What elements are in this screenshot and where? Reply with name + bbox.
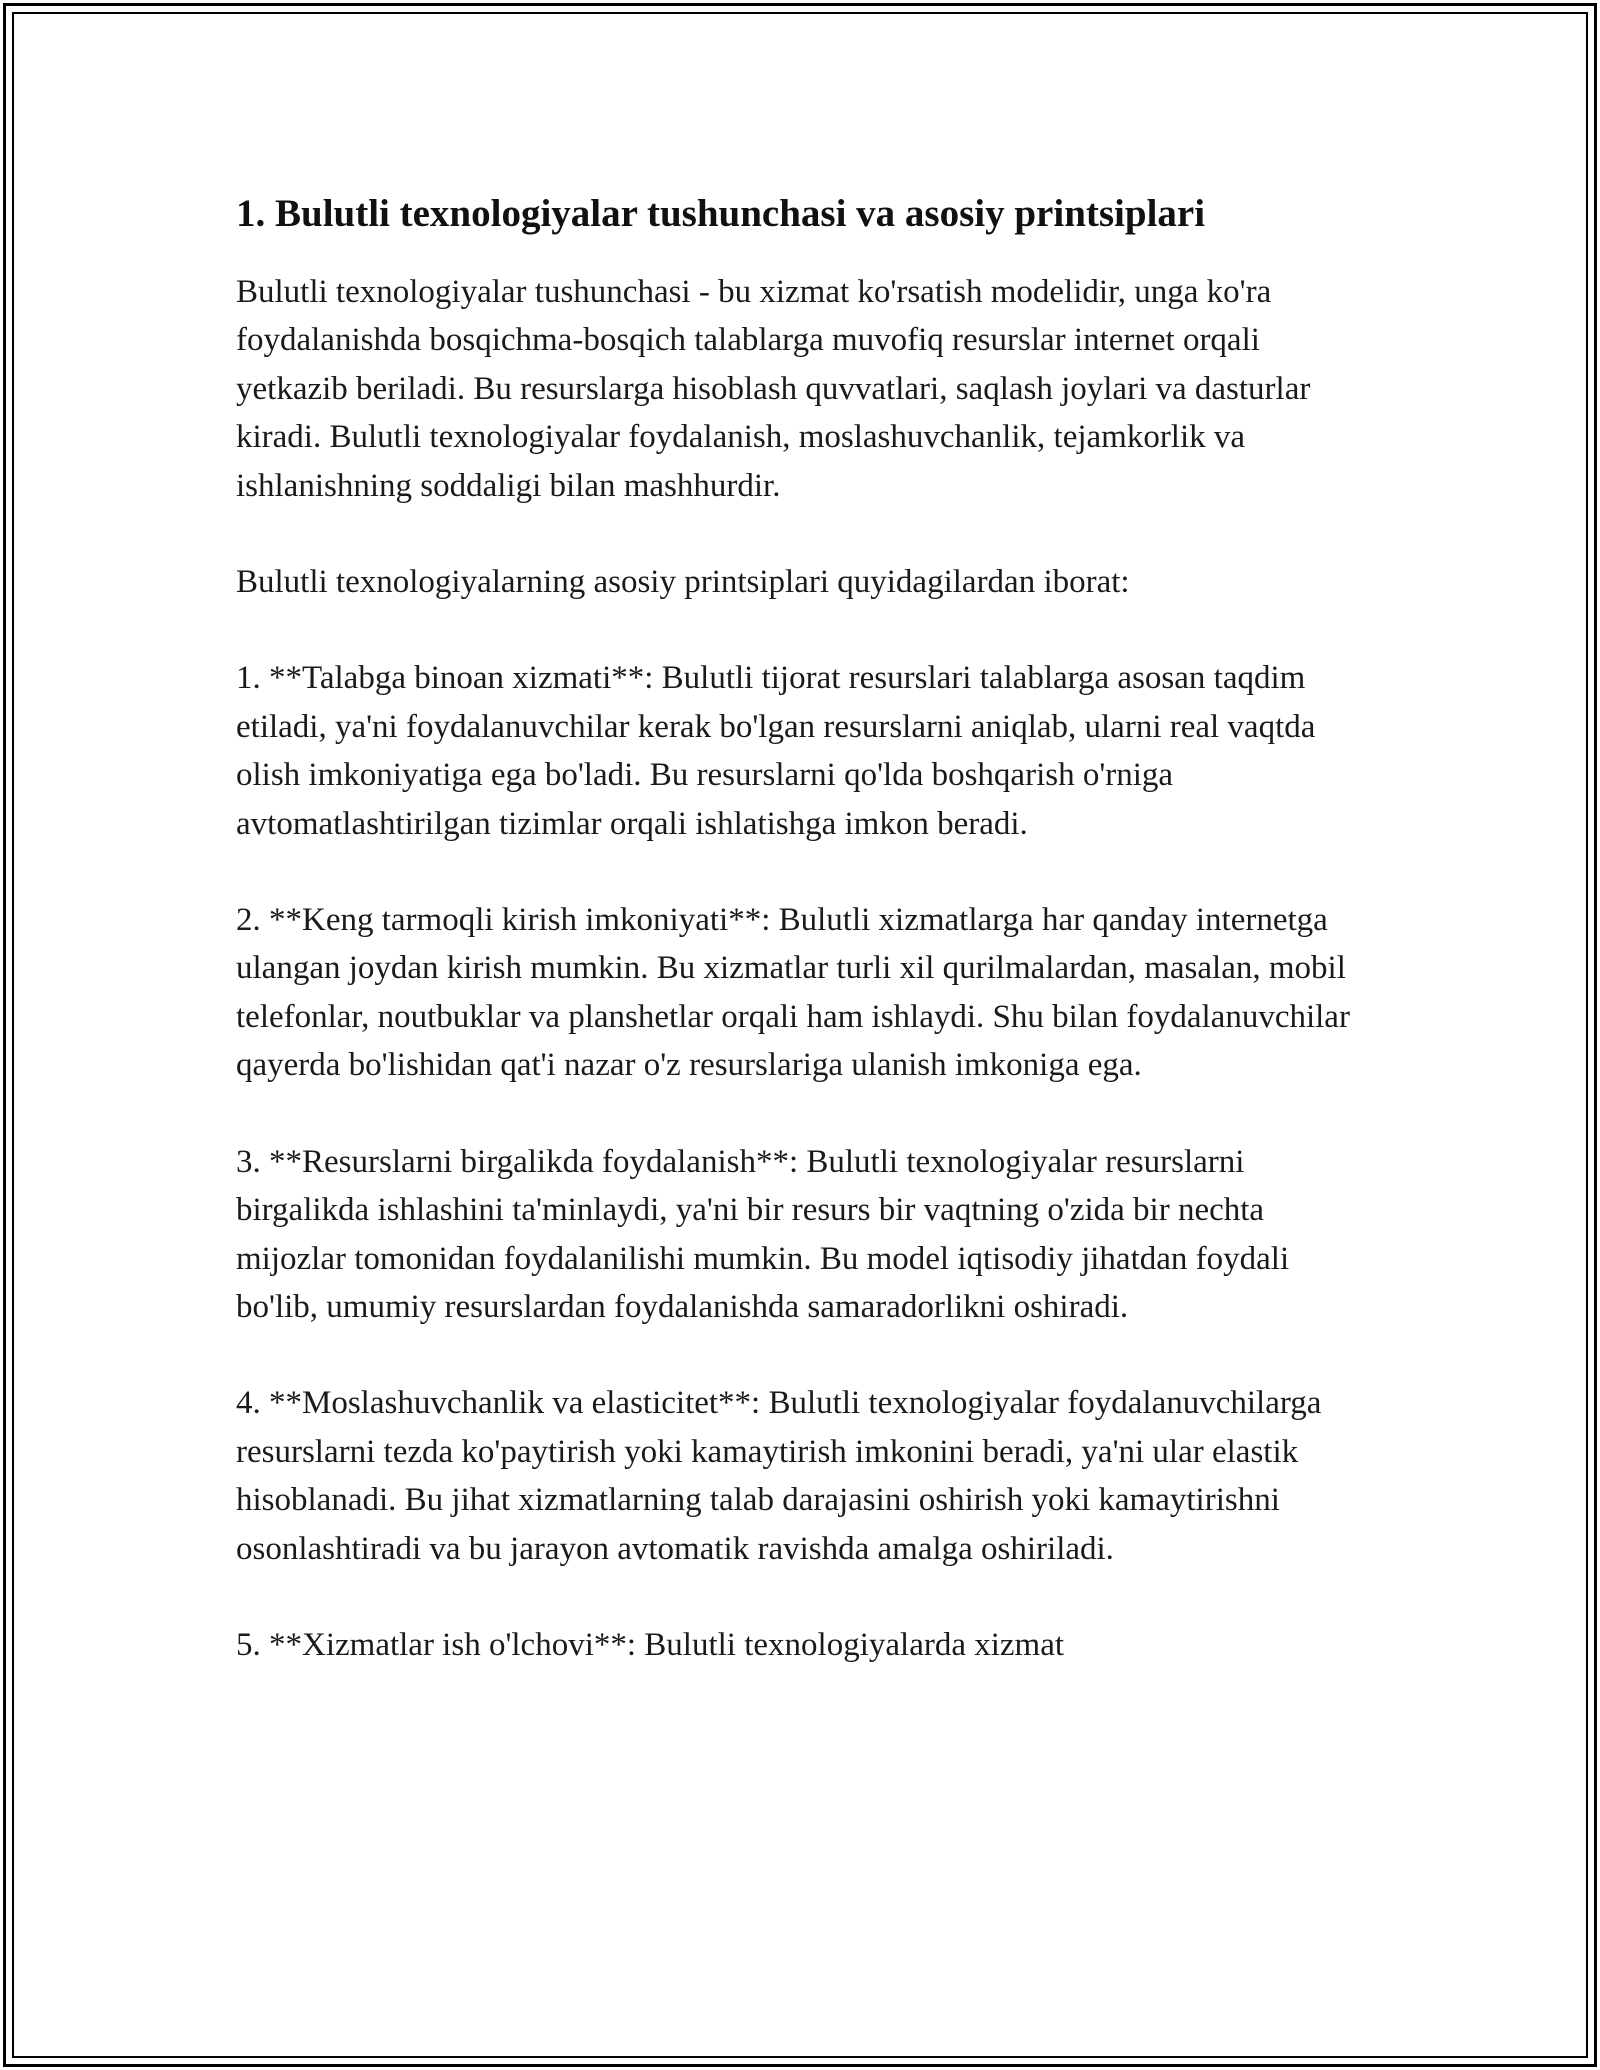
principle-item-1: 1. **Talabga binoan xizmati**: Bulutli tijorat resurslari talablarga asosan taqdim etiladi, ya'ni foydalanuvchilar kerak bo'lgan resurslarni aniqlab, ularni real vaqtda olish imkoniyatiga ega bo'ladi. Bu resurslarni qo'lda boshqarish o'rniga avtomatlashtirilgan tizimlar orqali ishlatishga imkon beradi. bbox=[236, 660, 1316, 842]
principle-item-4: 4. **Moslashuvchanlik va elasticitet**: Bulutli texnologiyalar foydalanuvchilarga resurslarni tezda ko'paytirish yoki kamaytirish imkonini beradi, ya'ni ular elastik hisoblanadi. Bu jihat xizmatlarning talab darajasini oshirish yoki kamaytirishni osonlashtiradi va bu jarayon avtomatik ravishda amalga oshiriladi. bbox=[236, 1385, 1322, 1567]
document-title: 1. Bulutli texnologiyalar tushunchasi va asosiy printsiplari bbox=[236, 192, 1206, 235]
principles-intro: Bulutli texnologiyalarning asosiy printsiplari quyidagilardan iborat: bbox=[236, 564, 1130, 601]
intro-paragraph: Bulutli texnologiyalar tushunchasi - bu xizmat ko'rsatish modelidir, unga ko'ra foydalanishda bosqichma-bosqich talablarga muvofiq resurslar internet orqali yetkazib beriladi. Bu resurslarga hisoblash quvvatlari, saqlash joylari va dasturlar kiradi. Bulutli texnologiyalar foydalanish, moslashuvchanlik, tejamkorlik va ishlanishning soddaligi bilan mashhurdir. bbox=[236, 274, 1311, 504]
principle-item-2: 2. **Keng tarmoqli kirish imkoniyati**: Bulutli xizmatlarga har qanday internetga ulangan joydan kirish mumkin. Bu xizmatlar turli xil qurilmalardan, masalan, mobil telefonlar, noutbuklar va planshetlar orqali ham ishlaydi. Shu bilan foydalanuvchilar qayerda bo'lishidan qat'i nazar o'z resurslariga ulanish imkoniga ega. bbox=[236, 902, 1350, 1084]
document-body bbox=[236, 184, 1376, 1717]
principle-item-3: 3. **Resurslarni birgalikda foydalanish**: Bulutli texnologiyalar resurslarni birgalikda ishlashini ta'minlaydi, ya'ni bir resurs bir vaqtning o'zida bir nechta mijozlar tomonidan foydalanilishi mumkin. Bu model iqtisodiy jihatdan foydali bo'lib, umumiy resurslardan foydalanishda samaradorlikni oshiradi. bbox=[236, 1143, 1290, 1325]
principle-item-5: 5. **Xizmatlar ish o'lchovi**: Bulutli texnologiyalarda xizmat bbox=[236, 1626, 1065, 1663]
